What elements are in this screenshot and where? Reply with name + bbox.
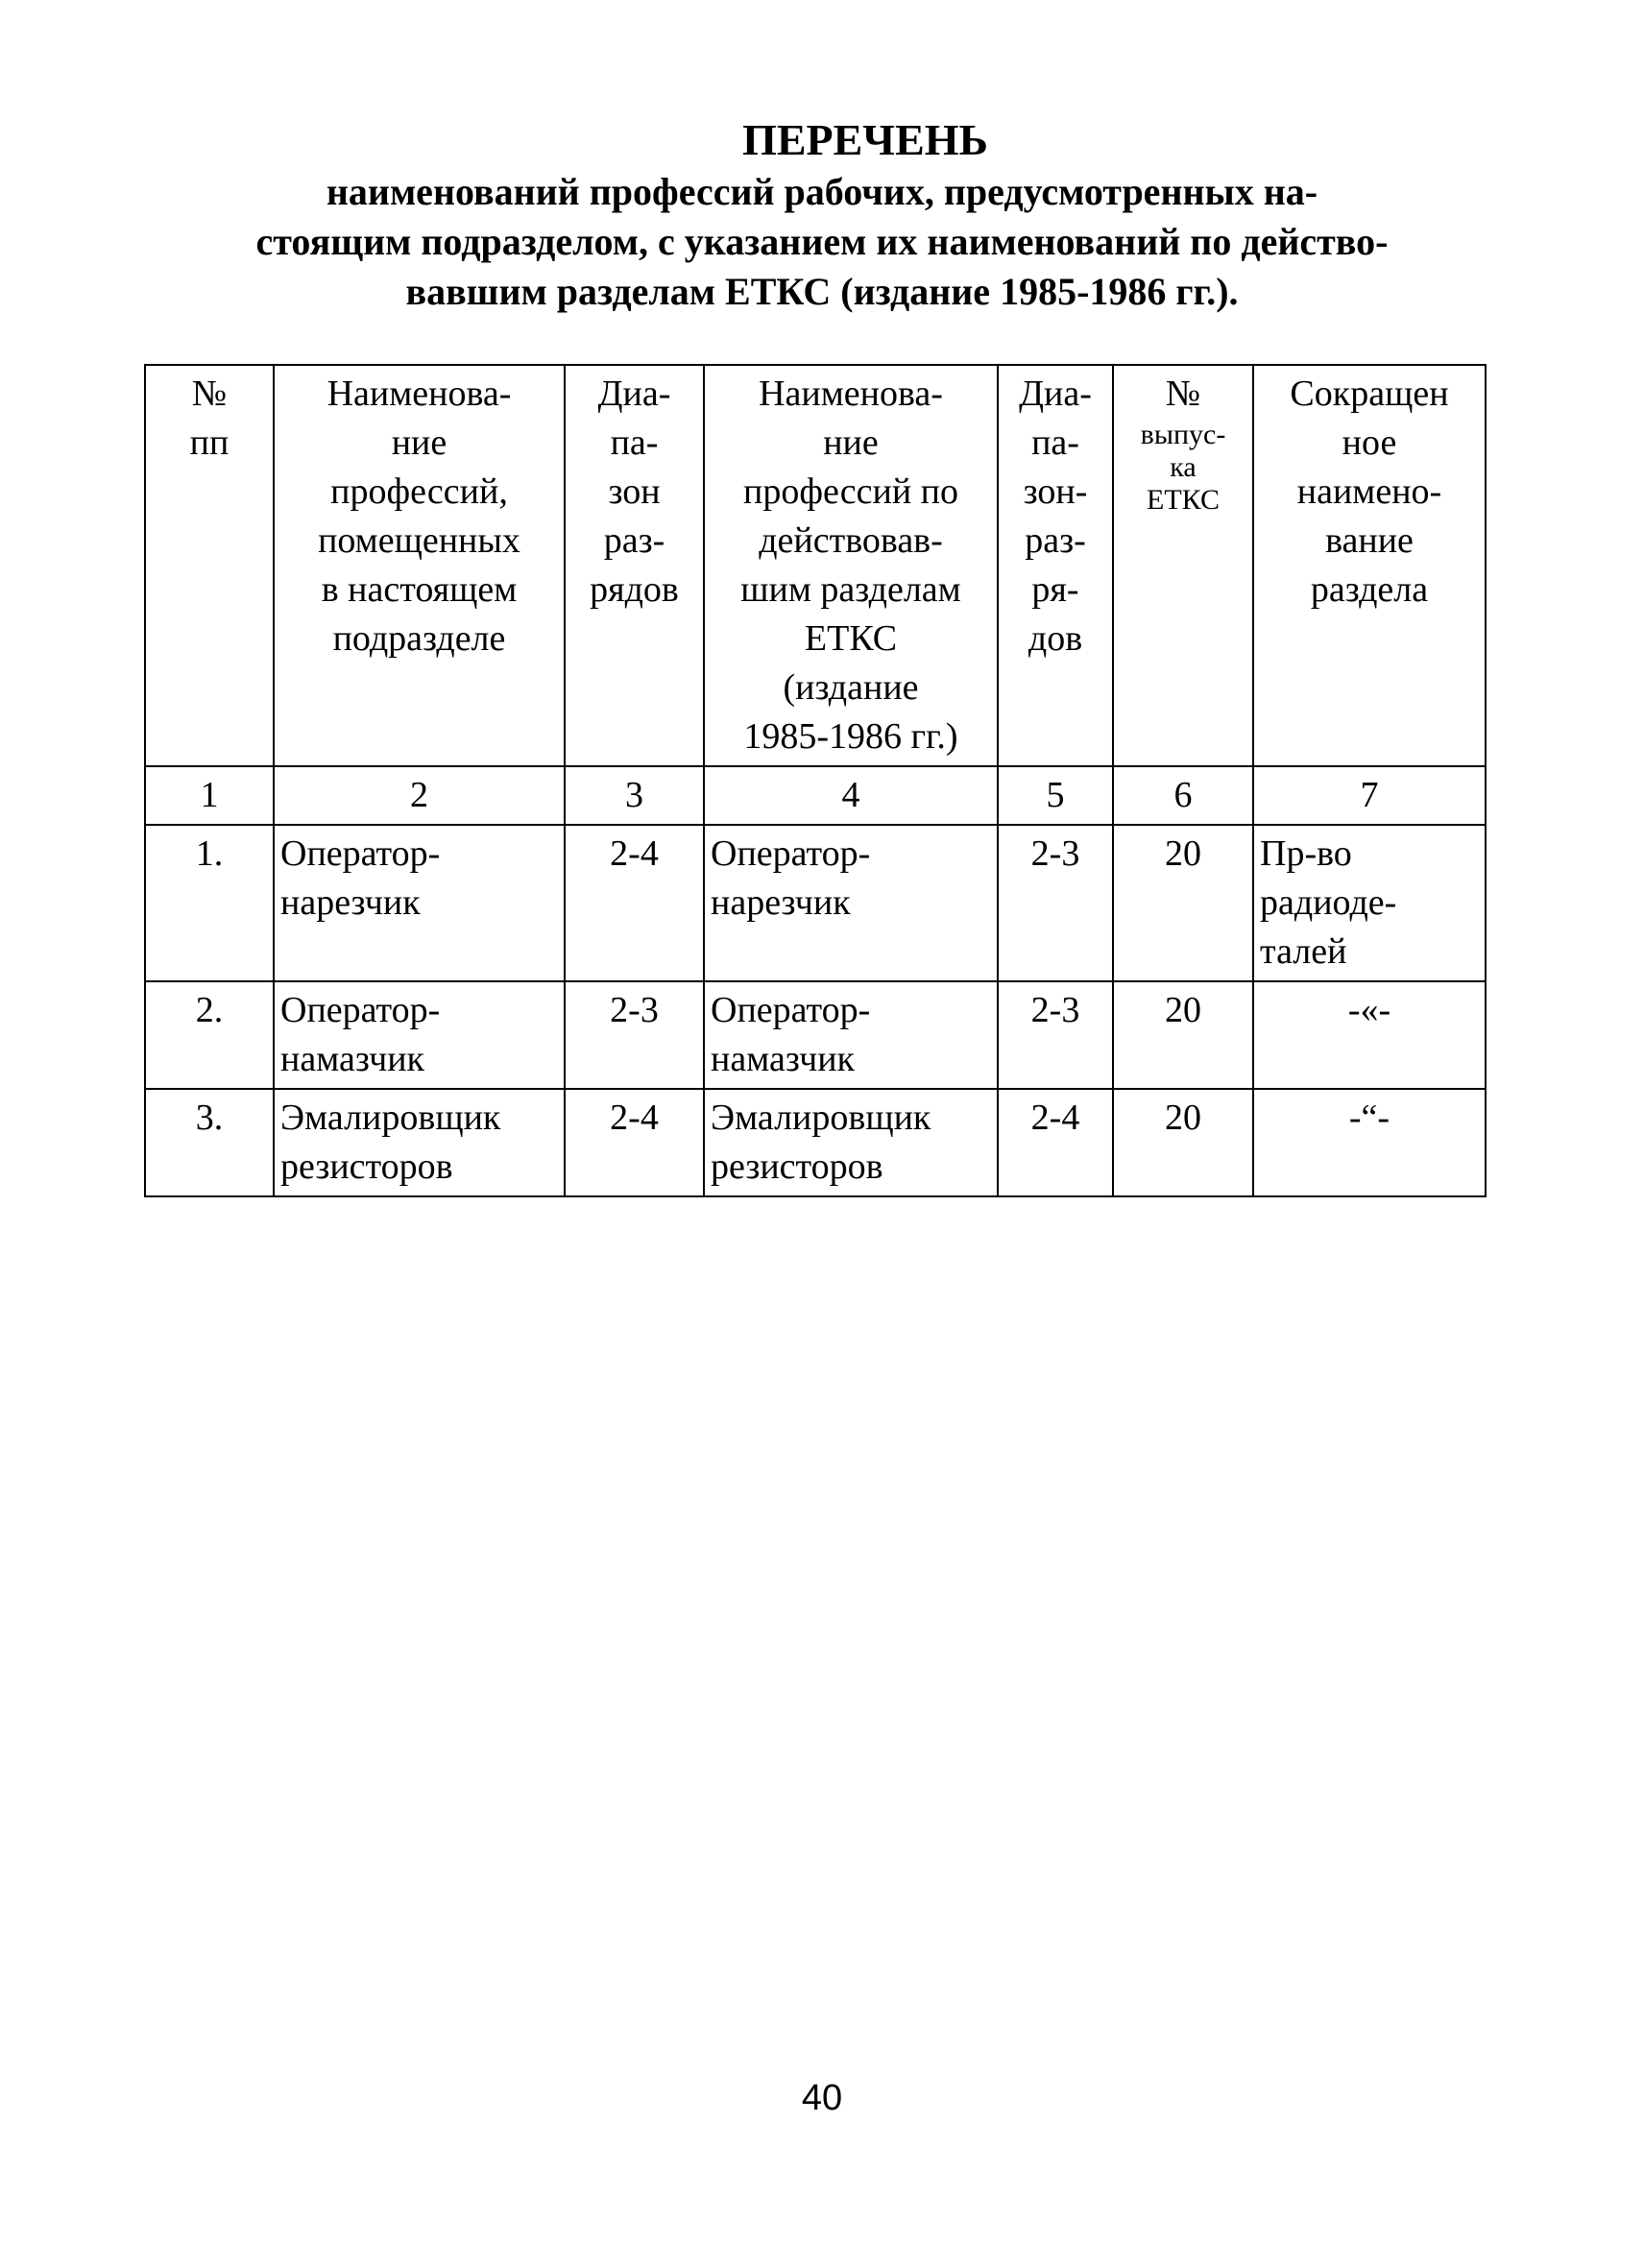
header-cell-old-range: Диа- па- зон- раз- ря- дов [998, 365, 1113, 766]
etks-issue: 20 [1113, 1089, 1253, 1196]
table-row [145, 825, 1486, 981]
column-number: 1 [145, 766, 274, 825]
old-profession-name: Оператор- намазчик [704, 981, 998, 1089]
subtitle-line: вавшим разделам ЕТКС (издание 1985-1986 гг.). [405, 270, 1239, 313]
old-grade-range: 2-3 [998, 825, 1113, 981]
column-number: 7 [1253, 766, 1486, 825]
row-number: 1. [145, 825, 274, 981]
column-number: 2 [274, 766, 565, 825]
new-grade-range: 2-3 [565, 981, 704, 1089]
header-cell-new-range: Диа- па- зон раз- рядов [565, 365, 704, 766]
row-number: 2. [145, 981, 274, 1089]
header-cell-new-name: Наименова- ние профессий, помещенных в настоящем подразделе [274, 365, 565, 766]
document-subtitle [0, 167, 1644, 317]
professions-table [144, 364, 1487, 1197]
column-number-row [145, 766, 1486, 825]
header-cell-old-name: Наименова- ние профессий по действовав- шим разделам ЕТКС (издание 1985-1986 гг.) [704, 365, 998, 766]
header-cell-number: № пп [145, 365, 274, 766]
new-profession-name: Оператор- намазчик [274, 981, 565, 1089]
column-number: 4 [704, 766, 998, 825]
subtitle-line: наименований профессий рабочих, предусмотренных на- [326, 170, 1318, 213]
old-profession-name: Оператор- нарезчик [704, 825, 998, 981]
column-number: 5 [998, 766, 1113, 825]
row-number: 3. [145, 1089, 274, 1196]
old-grade-range: 2-3 [998, 981, 1113, 1089]
section-short-name: -“- [1253, 1089, 1486, 1196]
column-number: 6 [1113, 766, 1253, 825]
document-heading [0, 113, 1644, 317]
etks-issue: 20 [1113, 981, 1253, 1089]
column-number: 3 [565, 766, 704, 825]
subtitle-line: стоящим подразделом, с указанием их наименований по действо- [255, 220, 1389, 263]
section-short-name: Пр-во радиоде- талей [1253, 825, 1486, 981]
etks-issue: 20 [1113, 825, 1253, 981]
table-row [145, 1089, 1486, 1196]
header-cell-issue: № выпус- ка ЕТКС [1113, 365, 1253, 766]
page-number: 40 [801, 2078, 843, 2118]
new-grade-range: 2-4 [565, 825, 704, 981]
new-grade-range: 2-4 [565, 1089, 704, 1196]
new-profession-name: Оператор- нарезчик [274, 825, 565, 981]
old-grade-range: 2-4 [998, 1089, 1113, 1196]
header-cell-section: Сокращен ное наимено- вание раздела [1253, 365, 1486, 766]
old-profession-name: Эмалировщик резисторов [704, 1089, 998, 1196]
section-short-name: -«- [1253, 981, 1486, 1089]
table-row [145, 981, 1486, 1089]
table-header-row [145, 365, 1486, 766]
new-profession-name: Эмалировщик резисторов [274, 1089, 565, 1196]
document-title: ПЕРЕЧЕНЬ [742, 115, 988, 164]
